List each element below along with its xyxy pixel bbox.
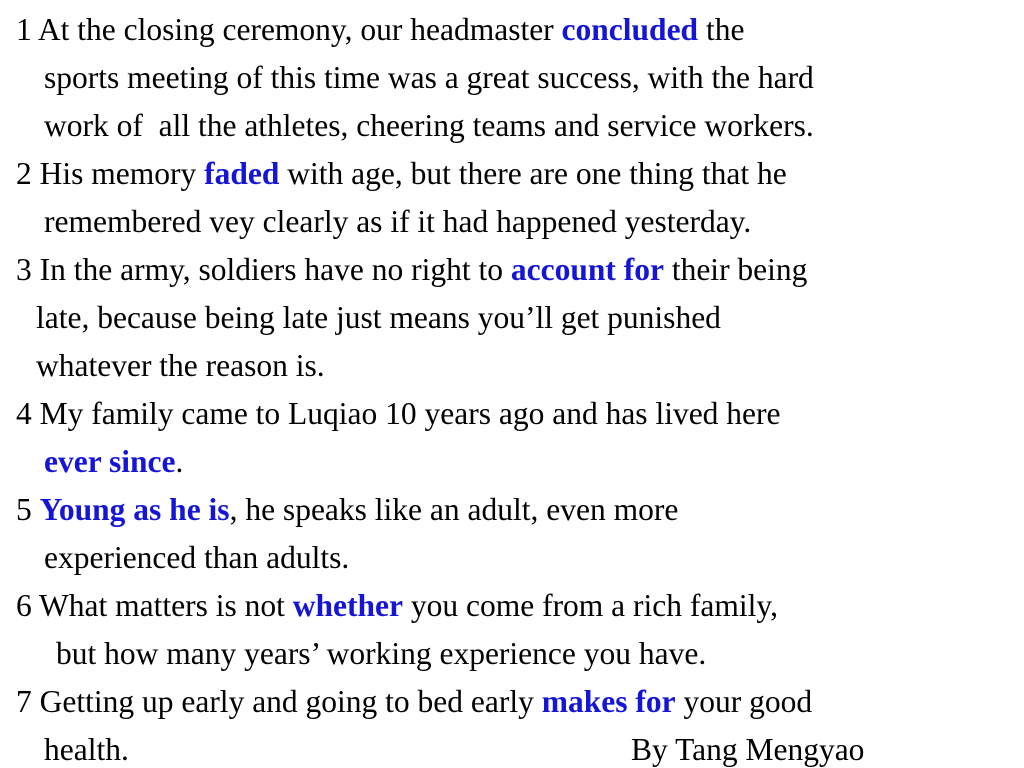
keyword-whether: whether bbox=[292, 588, 403, 623]
sentence-1-text-before: 1 At the closing ceremony, our headmaster bbox=[16, 12, 562, 47]
sentence-5-line-1 bbox=[16, 494, 678, 526]
keyword-ever-since: ever since bbox=[44, 444, 176, 479]
sentence-3-text-after: their being bbox=[663, 252, 808, 287]
sentence-5-line-2: experienced than adults. bbox=[44, 540, 350, 575]
keyword-young-as-he-is: Young as he is bbox=[39, 492, 230, 527]
keyword-concluded: concluded bbox=[561, 12, 699, 47]
sentence-5-text-after: , he speaks like an adult, even more bbox=[229, 492, 679, 527]
sentence-6-line-2: but how many years’ working experience you have. bbox=[56, 636, 707, 671]
sentence-4-line-1: 4 My family came to Luqiao 10 years ago and has lived here bbox=[16, 396, 781, 431]
sentence-1-text-after: the bbox=[698, 12, 745, 47]
sentence-2-line-1 bbox=[16, 158, 787, 190]
sentence-2-text-before: 2 His memory bbox=[16, 156, 205, 191]
sentence-4-text-after: . bbox=[175, 444, 184, 479]
sentence-4-line-2 bbox=[44, 446, 183, 478]
sentence-3-line-3: whatever the reason is. bbox=[36, 348, 325, 383]
sentence-5-text-before: 5 bbox=[16, 492, 40, 527]
sentence-1-line-2: sports meeting of this time was a great success, with the hard bbox=[44, 60, 814, 95]
sentence-3-text-before: 3 In the army, soldiers have no right to bbox=[16, 252, 511, 287]
sentence-7-line-2: health. bbox=[44, 732, 129, 767]
sentence-2-line-2: remembered vey clearly as if it had happened yesterday. bbox=[44, 204, 752, 239]
sentence-6-text-after: you come from a rich family, bbox=[402, 588, 778, 623]
keyword-makes-for: makes for bbox=[541, 684, 676, 719]
sentence-6-line-1 bbox=[16, 590, 778, 622]
sentence-7-text-before: 7 Getting up early and going to bed early bbox=[16, 684, 542, 719]
sentence-1-line-1 bbox=[16, 14, 744, 46]
sentence-1-line-3: work of all the athletes, cheering teams and service workers. bbox=[44, 108, 814, 143]
sentence-7-text-after: your good bbox=[675, 684, 813, 719]
sentence-2-text-after: with age, but there are one thing that he bbox=[279, 156, 787, 191]
sentence-3-line-1 bbox=[16, 254, 807, 286]
sentence-7-line-1 bbox=[16, 686, 812, 718]
keyword-account-for: account for bbox=[510, 252, 664, 287]
sentence-6-text-before: 6 What matters is not bbox=[16, 588, 293, 623]
keyword-faded: faded bbox=[204, 156, 280, 191]
author-credit: By Tang Mengyao bbox=[631, 732, 865, 767]
sentence-3-line-2: late, because being late just means you’ll get punished bbox=[36, 300, 721, 335]
